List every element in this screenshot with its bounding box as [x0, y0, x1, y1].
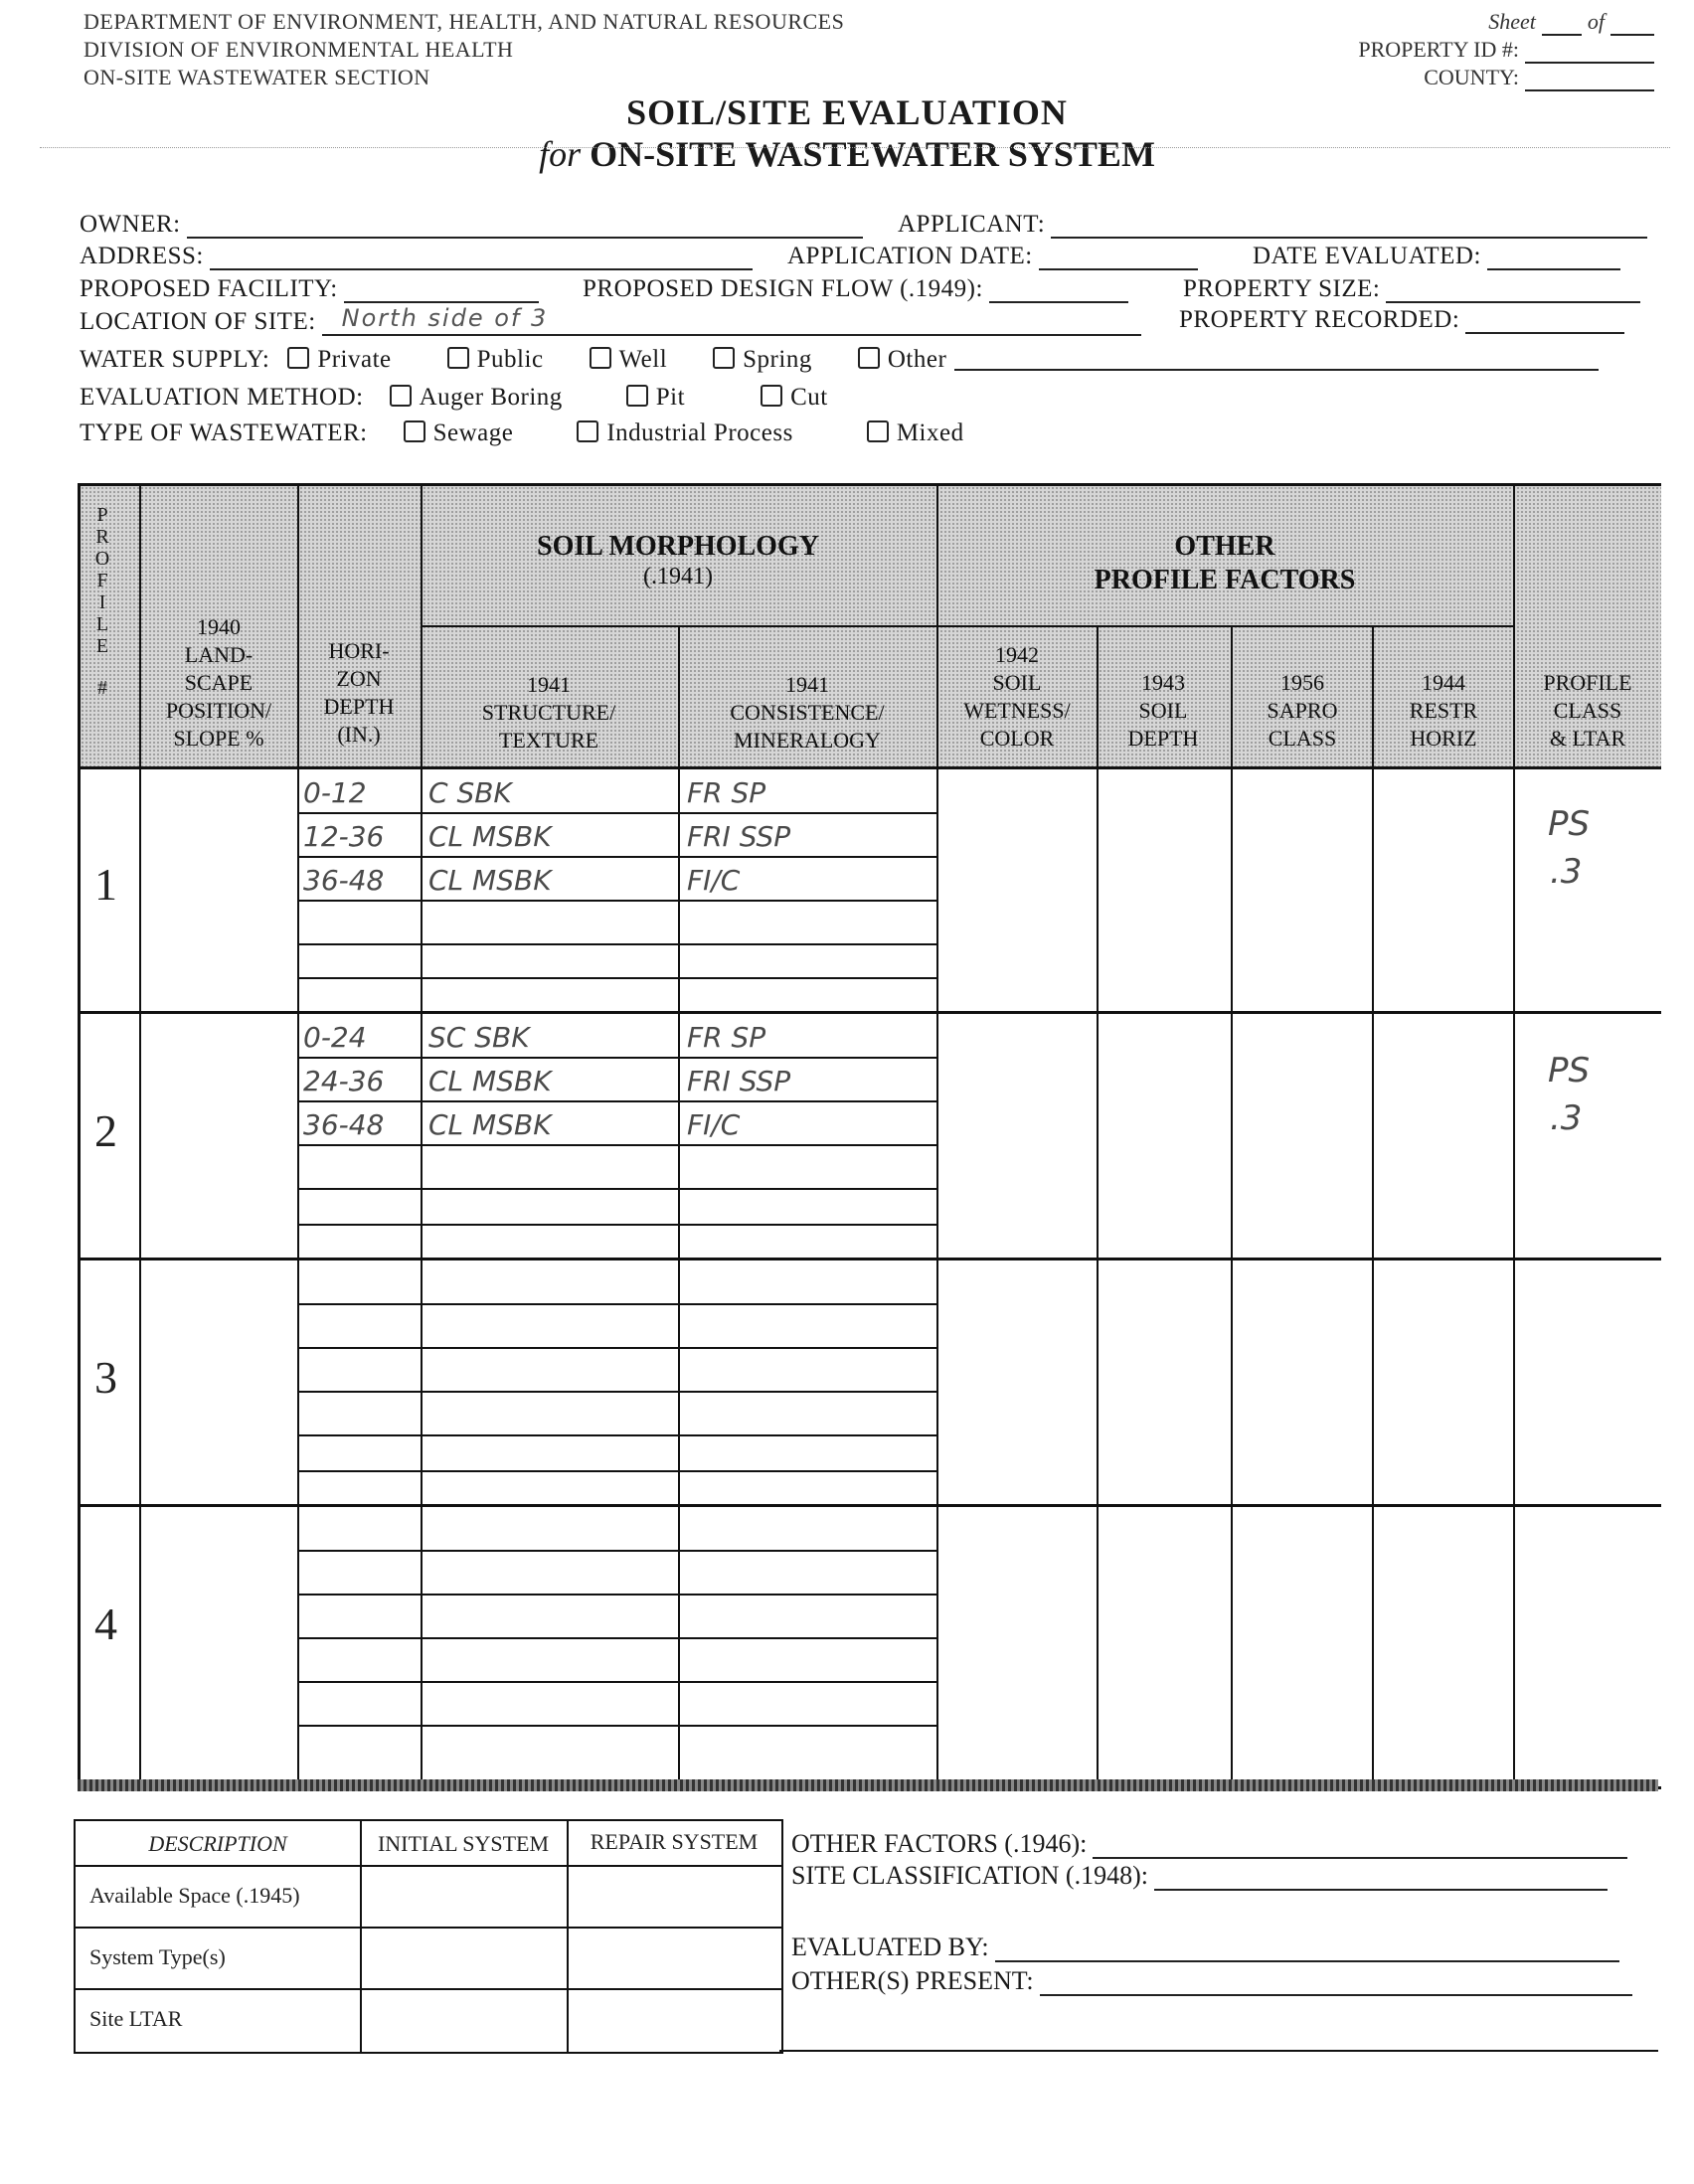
section-name: ON-SITE WASTEWATER SECTION — [84, 65, 430, 89]
horizon-row-line — [297, 1188, 936, 1190]
profile-number: 1 — [94, 859, 117, 910]
sheet-number-field[interactable] — [1542, 14, 1582, 36]
method-pit-option[interactable]: Pit — [626, 384, 685, 412]
grid-line — [421, 486, 423, 1784]
horizon-row-line — [297, 1347, 936, 1349]
grid-line — [1097, 625, 1099, 1784]
checkbox-icon[interactable] — [626, 385, 648, 407]
wastewater-sewage-option[interactable]: Sewage — [404, 420, 514, 447]
profile-number: 3 — [94, 1352, 117, 1403]
address-field[interactable] — [210, 245, 753, 270]
grid-line — [678, 625, 680, 1784]
profile-separator — [81, 1011, 1661, 1014]
horizon-depth-entry[interactable]: 0-12 — [303, 776, 367, 809]
horizon-row-line — [297, 900, 936, 902]
horizon-depth-entry[interactable]: 24-36 — [303, 1065, 385, 1097]
grid-line — [1231, 625, 1233, 1784]
profile-header: P R O F I L E # — [94, 504, 110, 699]
structure-entry[interactable]: CL MSBK — [428, 864, 552, 897]
consistence-entry[interactable]: FRI SSP — [687, 820, 791, 853]
address-row — [80, 243, 753, 270]
landscape-header: 1940 LAND- SCAPE POSITION/ SLOPE % — [165, 614, 272, 751]
other-factors-label: OTHER FACTORS (.1946): — [791, 1829, 1088, 1858]
design-flow-label: PROPOSED DESIGN FLOW (.1949): — [583, 275, 983, 302]
title-line2: ON-SITE WASTEWATER SYSTEM — [590, 134, 1155, 174]
horizon-row-line — [297, 1594, 936, 1596]
wastewater-type-row — [80, 420, 964, 447]
wastewater-industrial-option[interactable]: Industrial Process — [577, 420, 792, 447]
grid-line — [81, 766, 1661, 769]
horizon-row-line — [297, 1434, 936, 1436]
system-type-label: System Type(s) — [89, 1944, 226, 1969]
horizon-row-line — [297, 1637, 936, 1639]
consistence-header: 1941 CONSISTENCE/ MINERALOGY — [730, 672, 885, 753]
grid-line — [76, 1865, 781, 1867]
grid-line — [139, 486, 141, 1784]
soil-evaluation-table — [78, 483, 1661, 1789]
checkbox-icon[interactable] — [858, 347, 880, 369]
water-well-option[interactable]: Well — [590, 346, 668, 374]
location-field[interactable] — [322, 304, 1141, 336]
structure-texture-header: 1941 STRUCTURE/ TEXTURE — [481, 672, 616, 753]
profile-class-entry[interactable]: PS — [1548, 1051, 1591, 1091]
soil-depth-header: 1943 SOIL DEPTH — [1127, 670, 1199, 751]
form-subtitle — [0, 133, 1694, 175]
water-spring-option[interactable]: Spring — [713, 346, 812, 374]
bottom-rule — [779, 2050, 1658, 2052]
structure-entry[interactable]: CL MSBK — [428, 820, 552, 853]
owner-row — [80, 211, 863, 239]
sheet-label: Sheet — [1488, 9, 1536, 34]
horizon-row-line — [297, 1550, 936, 1552]
ltar-entry[interactable]: .3 — [1550, 1098, 1583, 1138]
location-label: LOCATION OF SITE: — [80, 308, 316, 335]
county-field[interactable] — [1525, 70, 1654, 91]
horizon-row-line — [297, 943, 936, 945]
proposed-facility-row — [80, 275, 539, 303]
water-private-option[interactable]: Private — [287, 346, 391, 374]
profile-class-header: PROFILE CLASS & LTAR — [1543, 670, 1632, 751]
water-other-field[interactable] — [954, 349, 1599, 371]
property-size-row — [1183, 275, 1640, 303]
grid-line — [1513, 486, 1515, 1784]
divider — [40, 147, 1670, 148]
others-present-field[interactable] — [1040, 1970, 1632, 1996]
property-recorded-row — [1179, 306, 1624, 334]
sheet-total-field[interactable] — [1610, 14, 1654, 36]
others-present-label: OTHER(S) PRESENT: — [791, 1966, 1034, 1995]
checkbox-icon[interactable] — [390, 385, 412, 407]
water-other-option[interactable]: Other — [858, 346, 946, 374]
other-factors-header: OTHER PROFILE FACTORS — [1094, 531, 1356, 595]
consistence-entry[interactable]: FI/C — [687, 1108, 741, 1141]
wastewater-mixed-option[interactable]: Mixed — [867, 420, 964, 447]
ltar-entry[interactable]: .3 — [1550, 852, 1583, 892]
date-evaluated-row — [1253, 243, 1620, 270]
water-supply-row — [80, 346, 1599, 374]
of-label: of — [1587, 9, 1605, 34]
application-date-row — [787, 243, 1198, 270]
applicant-row — [898, 211, 1647, 239]
structure-entry[interactable]: CL MSBK — [428, 1108, 552, 1141]
evaluation-method-row — [80, 384, 828, 412]
checkbox-icon[interactable] — [761, 385, 782, 407]
grid-line — [936, 486, 938, 1784]
applicant-field[interactable] — [1051, 213, 1647, 239]
profile-number: 2 — [94, 1105, 117, 1156]
horizon-depth-entry[interactable]: 0-24 — [303, 1021, 367, 1054]
checkbox-icon[interactable] — [713, 347, 735, 369]
checkbox-icon[interactable] — [577, 420, 598, 442]
method-cut-option[interactable]: Cut — [761, 384, 828, 412]
description-header: DESCRIPTION — [148, 1831, 287, 1856]
site-classification-row — [791, 1861, 1608, 1891]
consistence-entry[interactable]: FR SP — [687, 776, 766, 809]
checkbox-icon[interactable] — [867, 420, 889, 442]
property-id-label: PROPERTY ID #: — [1358, 37, 1519, 62]
division-name: DIVISION OF ENVIRONMENTAL HEALTH — [84, 37, 514, 62]
profile-class-entry[interactable]: PS — [1548, 804, 1591, 844]
horizon-depth-entry[interactable]: 36-48 — [303, 864, 385, 897]
structure-entry[interactable]: SC SBK — [428, 1021, 530, 1054]
table-bottom-band — [78, 1779, 1658, 1791]
design-flow-row — [583, 275, 1128, 303]
location-row — [80, 304, 1141, 336]
wastewater-type-label: TYPE OF WASTEWATER: — [80, 420, 368, 446]
county-label: COUNTY: — [1424, 65, 1519, 89]
water-supply-label: WATER SUPPLY: — [80, 346, 270, 373]
site-classification-label: SITE CLASSIFICATION (.1948): — [791, 1861, 1148, 1890]
proposed-facility-label: PROPOSED FACILITY: — [80, 275, 338, 302]
repair-system-header: REPAIR SYSTEM — [590, 1829, 759, 1854]
checkbox-icon[interactable] — [287, 347, 309, 369]
horizon-row-line — [297, 1144, 936, 1146]
date-evaluated-label: DATE EVALUATED: — [1253, 243, 1481, 269]
horizon-depth-header: HORI- ZON DEPTH (IN.) — [323, 638, 395, 747]
design-flow-field[interactable] — [989, 277, 1128, 303]
site-ltar-label: Site LTAR — [89, 2006, 183, 2031]
horizon-row-line — [297, 1057, 936, 1059]
initial-system-header: INITIAL SYSTEM — [377, 1831, 550, 1856]
date-evaluated-field[interactable] — [1487, 245, 1620, 270]
consistence-entry[interactable]: FR SP — [687, 1021, 766, 1054]
applicant-label: APPLICANT: — [898, 211, 1046, 238]
title-for: for — [539, 134, 582, 174]
evaluation-method-label: EVALUATION METHOD: — [80, 384, 364, 411]
horizon-row-line — [297, 1681, 936, 1683]
horizon-row-line — [297, 1224, 936, 1226]
grid-line — [421, 625, 1513, 627]
owner-label: OWNER: — [80, 211, 181, 238]
property-size-label: PROPERTY SIZE: — [1183, 275, 1381, 302]
application-date-field[interactable] — [1039, 245, 1198, 270]
horizon-row-line — [297, 977, 936, 979]
grid-line — [76, 1988, 781, 1990]
checkbox-icon[interactable] — [590, 347, 611, 369]
location-value: North side of 3 — [341, 304, 549, 332]
owner-field[interactable] — [187, 213, 863, 239]
proposed-facility-field[interactable] — [344, 277, 539, 303]
horizon-row-line — [297, 1470, 936, 1472]
evaluated-by-field[interactable] — [995, 1936, 1619, 1962]
grid-line — [1372, 625, 1374, 1784]
horizon-row-line — [297, 856, 936, 858]
agency-header — [84, 8, 844, 91]
evaluated-by-label: EVALUATED BY: — [791, 1932, 989, 1961]
checkbox-icon[interactable] — [447, 347, 469, 369]
sapro-class-header: 1956 SAPRO CLASS — [1267, 670, 1338, 751]
address-label: ADDRESS: — [80, 243, 204, 269]
profile-separator — [81, 1504, 1661, 1507]
property-size-field[interactable] — [1386, 277, 1640, 303]
sheet-info — [1358, 8, 1654, 91]
profile-separator — [81, 1258, 1661, 1260]
horizon-depth-entry[interactable]: 12-36 — [303, 820, 385, 853]
consistence-entry[interactable]: FI/C — [687, 864, 741, 897]
water-public-option[interactable]: Public — [447, 346, 544, 374]
site-classification-field[interactable] — [1154, 1865, 1608, 1891]
horizon-row-line — [297, 812, 936, 814]
other-factors-field[interactable] — [1093, 1833, 1627, 1859]
method-auger-option[interactable]: Auger Boring — [390, 384, 563, 412]
other-factors-row — [791, 1829, 1627, 1859]
system-summary-table — [74, 1819, 783, 2054]
checkbox-icon[interactable] — [404, 420, 425, 442]
application-date-label: APPLICATION DATE: — [787, 243, 1033, 269]
horizon-row-line — [297, 1303, 936, 1305]
property-recorded-label: PROPERTY RECORDED: — [1179, 306, 1460, 333]
horizon-row-line — [297, 1391, 936, 1393]
grid-line — [76, 1927, 781, 1929]
soil-morphology-header: SOIL MORPHOLOGY (.1941) — [537, 531, 819, 589]
property-id-field[interactable] — [1525, 42, 1654, 64]
wetness-color-header: 1942 SOIL WETNESS/ COLOR — [963, 642, 1071, 751]
profile-number: 4 — [94, 1598, 117, 1649]
others-present-row — [791, 1966, 1632, 1996]
horizon-depth-entry[interactable]: 36-48 — [303, 1108, 385, 1141]
grid-line — [567, 1821, 569, 2052]
property-recorded-field[interactable] — [1465, 308, 1624, 334]
structure-entry[interactable]: C SBK — [428, 776, 512, 809]
form-title: SOIL/SITE EVALUATION — [626, 92, 1068, 132]
restrictive-horizon-header: 1944 RESTR HORIZ — [1409, 670, 1478, 751]
department-name: DEPARTMENT OF ENVIRONMENT, HEALTH, AND NATURAL RESOURCES — [84, 9, 845, 34]
grid-line — [297, 486, 299, 1784]
horizon-row-line — [297, 1725, 936, 1727]
horizon-row-line — [297, 1100, 936, 1102]
structure-entry[interactable]: CL MSBK — [428, 1065, 552, 1097]
evaluated-by-row — [791, 1932, 1619, 1962]
consistence-entry[interactable]: FRI SSP — [687, 1065, 791, 1097]
available-space-label: Available Space (.1945) — [89, 1883, 300, 1908]
